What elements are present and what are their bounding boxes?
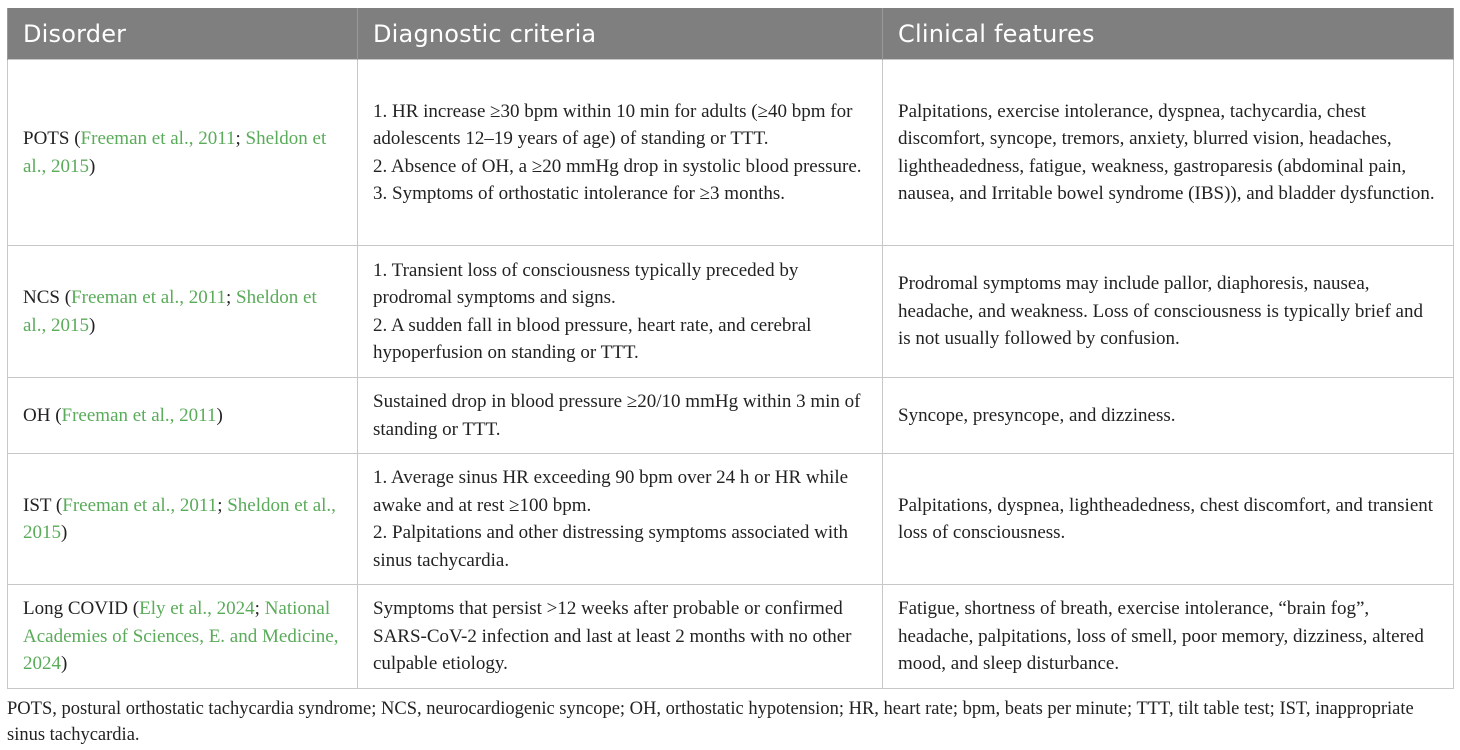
table-row [8, 246, 1454, 378]
features-cell: Prodromal symptoms may include pallor, diaphoresis, nausea, headache, and weakness. Loss of consciousness is typically brief and is not usually followed by confusion. [883, 246, 1454, 378]
paren-close: ) [61, 522, 68, 543]
paren-open: ( [128, 598, 140, 620]
table-footnote: POTS, postural orthostatic tachycardia syndrome; NCS, neurocardiogenic syncope; OH, orthostatic hypotension; HR, heart rate; bpm, beats per minute; TTT, tilt table test; IST, inappropriate sinus tachycardia. [7, 699, 1414, 745]
disorder-cell [8, 246, 358, 378]
citation-separator: ; [226, 287, 237, 308]
paren-close: ) [88, 314, 96, 336]
criteria-item: 1. HR increase ≥30 bpm within 10 min for adults (≥40 bpm for adolescents 12–19 years of age) of standing or TTT. [373, 100, 853, 149]
citation-link[interactable]: Ely et al., 2024 [139, 598, 255, 620]
disorder-name: OH [23, 404, 51, 426]
citation-link[interactable]: Freeman et al., 2011 [61, 404, 217, 426]
citation-separator: ; [217, 494, 228, 516]
header-clinical-features: Clinical features [883, 8, 1454, 60]
criteria-item: 2. A sudden fall in blood pressure, heart rate, and cerebral hypoperfusion on standing or TTT. [373, 314, 812, 363]
paren-close: ) [61, 653, 68, 675]
disorder-cell [8, 60, 358, 246]
table-row [8, 60, 1454, 246]
criteria-item: Symptoms that persist >12 weeks after probable or confirmed SARS-CoV-2 infection and last at least 2 months with no other culpable etiology. [373, 598, 852, 675]
disorder-name: IST [23, 494, 52, 516]
header-disorder: Disorder [8, 8, 358, 60]
criteria-cell [358, 378, 883, 454]
disorder-name: POTS [23, 128, 70, 149]
header-diagnostic-criteria: Diagnostic criteria [358, 8, 883, 60]
disorder-name: NCS [23, 287, 60, 308]
header-row [8, 8, 1454, 60]
criteria-item: 1. Average sinus HR exceeding 90 bpm over 24 h or HR while awake and at rest ≥100 bpm. [373, 467, 849, 516]
criteria-item: 2. Absence of OH, a ≥20 mmHg drop in systolic blood pressure. [373, 155, 862, 177]
criteria-item: 1. Transient loss of consciousness typically preceded by prodromal symptoms and signs. [373, 259, 799, 308]
paren-open: ( [69, 128, 81, 149]
citation-link[interactable]: Freeman et al., 2011 [71, 287, 226, 308]
citation-link[interactable]: Freeman et al., 2011 [62, 494, 218, 516]
citation-link[interactable]: Freeman et al., 2011 [80, 128, 236, 149]
table-row [8, 378, 1454, 454]
table-row [8, 585, 1454, 689]
table-body [8, 60, 1454, 689]
paren-open: ( [50, 404, 62, 426]
table-row [8, 454, 1454, 585]
citation-separator: ; [235, 128, 246, 149]
paren-open: ( [51, 494, 63, 516]
disorder-cell [8, 378, 358, 454]
criteria-cell [358, 60, 883, 246]
paren-close: ) [216, 404, 223, 426]
disorder-name: Long COVID [23, 598, 129, 620]
criteria-item: 2. Palpitations and other distressing symptoms associated with sinus tachycardia. [373, 522, 848, 571]
citation-link[interactable]: Sheldon et al., 2015 [23, 287, 317, 336]
citation-link[interactable]: Sheldon et al., 2015 [23, 128, 327, 177]
criteria-cell [358, 585, 883, 689]
criteria-cell [358, 246, 883, 378]
features-cell: Palpitations, dyspnea, lightheadedness, chest discomfort, and transient loss of consciousness. [883, 454, 1454, 585]
table-header [8, 8, 1454, 60]
citation-link[interactable]: Sheldon et al., 2015 [23, 494, 336, 543]
paren-open: ( [59, 287, 72, 308]
citation-link[interactable]: National Academies of Sciences, E. and Medicine, 2024 [23, 598, 339, 675]
disorders-table [7, 8, 1454, 689]
features-cell: Palpitations, exercise intolerance, dyspnea, tachycardia, chest discomfort, syncope, tremors, anxiety, blurred vision, headaches, lightheadedness, fatigue, weakness, gastroparesis (abdominal pain, nausea, and Irritable bowel syndrome (IBS)), and bladder dysfunction. [883, 60, 1454, 246]
disorder-cell [8, 585, 358, 689]
paren-close: ) [88, 155, 96, 177]
criteria-item: Sustained drop in blood pressure ≥20/10 mmHg within 3 min of standing or TTT. [373, 391, 861, 440]
features-cell: Syncope, presyncope, and dizziness. [883, 378, 1454, 454]
table-container [7, 8, 1453, 689]
disorder-cell [8, 454, 358, 585]
features-cell: Fatigue, shortness of breath, exercise intolerance, “brain fog”, headache, palpitations, loss of smell, poor memory, dizziness, altered mood, and sleep disturbance. [883, 585, 1454, 689]
criteria-item: 3. Symptoms of orthostatic intolerance for ≥3 months. [373, 183, 786, 204]
criteria-cell [358, 454, 883, 585]
citation-separator: ; [254, 598, 265, 620]
